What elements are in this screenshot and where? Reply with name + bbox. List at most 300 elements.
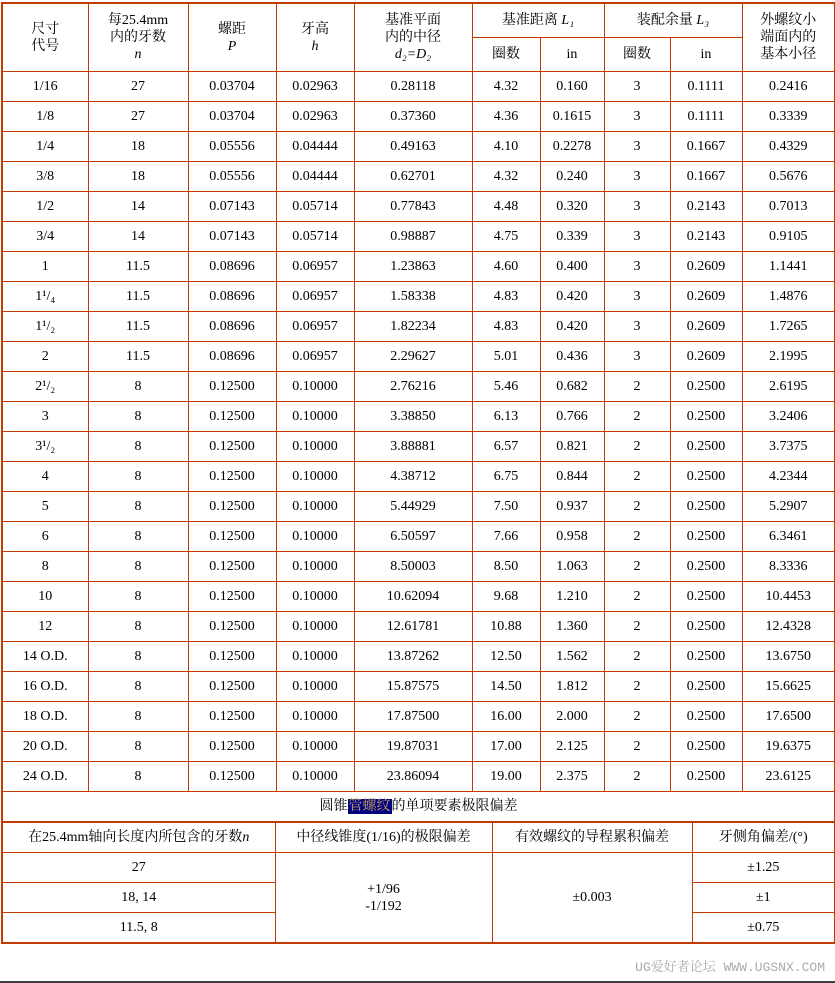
cell-threads-per-inch: 8	[88, 672, 188, 702]
table-row	[2, 72, 835, 102]
cell-l3-turns: 3	[604, 72, 670, 102]
cell-minor-diameter: 0.3339	[742, 102, 835, 132]
table-row	[2, 432, 835, 462]
cell-pitch: 0.12500	[188, 462, 276, 492]
cell-l3-inch: 0.2500	[670, 432, 742, 462]
cell-size-code: 1/16	[2, 72, 88, 102]
cell-minor-diameter: 0.2416	[742, 72, 835, 102]
cell-pitch: 0.07143	[188, 192, 276, 222]
cell-pitch: 0.12500	[188, 402, 276, 432]
cell-pitch-diameter: 19.87031	[354, 732, 472, 762]
cell-size-code: 16 O.D.	[2, 672, 88, 702]
cell-threads-per-inch: 18	[88, 162, 188, 192]
cell-l1-inch: 0.958	[540, 522, 604, 552]
cell-l1-inch: 0.682	[540, 372, 604, 402]
cell-pitch-diameter: 2.29627	[354, 342, 472, 372]
cell-minor-diameter: 3.7375	[742, 432, 835, 462]
cell-l3-turns: 3	[604, 312, 670, 342]
flank-angle-value: ±0.75	[692, 913, 835, 944]
cell-size-code: 12	[2, 612, 88, 642]
cell-size-code: 1¹/₄	[2, 282, 88, 312]
cell-thread-height: 0.10000	[276, 522, 354, 552]
cell-size-code: 1¹/₂	[2, 312, 88, 342]
cell-thread-height: 0.02963	[276, 72, 354, 102]
cell-pitch: 0.12500	[188, 672, 276, 702]
cell-thread-height: 0.10000	[276, 372, 354, 402]
main-table-header	[2, 3, 835, 72]
deviation-table	[1, 821, 835, 944]
cell-threads-per-inch: 14	[88, 222, 188, 252]
table-row	[2, 762, 835, 792]
cell-l3-inch: 0.2143	[670, 222, 742, 252]
cell-thread-height: 0.06957	[276, 252, 354, 282]
threads-count-value: 18, 14	[2, 883, 275, 913]
col-group-assembly-allowance: 装配余量 L₃	[604, 3, 742, 38]
cell-l1-turns: 14.50	[472, 672, 540, 702]
cell-l1-inch: 1.562	[540, 642, 604, 672]
cell-pitch: 0.08696	[188, 282, 276, 312]
cell-l3-inch: 0.2500	[670, 372, 742, 402]
cell-thread-height: 0.06957	[276, 342, 354, 372]
dev-col-lead: 有效螺纹的导程累积偏差	[492, 822, 692, 853]
npt-thread-table	[1, 2, 835, 823]
cell-l3-turns: 3	[604, 342, 670, 372]
cell-l3-inch: 0.2500	[670, 552, 742, 582]
cell-threads-per-inch: 8	[88, 462, 188, 492]
cell-threads-per-inch: 8	[88, 642, 188, 672]
cell-pitch: 0.12500	[188, 372, 276, 402]
cell-threads-per-inch: 8	[88, 552, 188, 582]
cell-minor-diameter: 12.4328	[742, 612, 835, 642]
table-row	[2, 102, 835, 132]
cell-threads-per-inch: 27	[88, 102, 188, 132]
table-row	[2, 672, 835, 702]
cell-pitch: 0.03704	[188, 72, 276, 102]
cell-pitch-diameter: 0.77843	[354, 192, 472, 222]
cell-l1-inch: 0.160	[540, 72, 604, 102]
cell-threads-per-inch: 8	[88, 762, 188, 792]
cell-pitch-diameter: 1.23863	[354, 252, 472, 282]
cell-pitch-diameter: 17.87500	[354, 702, 472, 732]
cell-l1-turns: 4.83	[472, 312, 540, 342]
cell-l1-turns: 7.66	[472, 522, 540, 552]
cell-minor-diameter: 13.6750	[742, 642, 835, 672]
table-row	[2, 462, 835, 492]
cell-l3-turns: 2	[604, 432, 670, 462]
cell-l3-turns: 3	[604, 222, 670, 252]
threads-count-value: 27	[2, 853, 275, 883]
cell-size-code: 6	[2, 522, 88, 552]
cell-l1-turns: 6.57	[472, 432, 540, 462]
cell-l3-inch: 0.1111	[670, 72, 742, 102]
cell-threads-per-inch: 8	[88, 522, 188, 552]
col-header-l1-turns: 圈数	[472, 38, 540, 72]
cell-thread-height: 0.10000	[276, 642, 354, 672]
search-highlight: 管螺纹	[348, 799, 391, 814]
cell-minor-diameter: 0.5676	[742, 162, 835, 192]
cell-l3-inch: 0.2500	[670, 702, 742, 732]
cell-threads-per-inch: 8	[88, 372, 188, 402]
cell-l3-turns: 2	[604, 402, 670, 432]
cell-thread-height: 0.10000	[276, 432, 354, 462]
dev-col-taper: 中径线锥度(1/16)的极限偏差	[275, 822, 492, 853]
cell-threads-per-inch: 11.5	[88, 342, 188, 372]
col-header-threads-per-inch: 每25.4mm 内的牙数 n	[88, 3, 188, 72]
cell-l1-turns: 6.75	[472, 462, 540, 492]
cell-threads-per-inch: 8	[88, 582, 188, 612]
cell-l3-turns: 3	[604, 282, 670, 312]
cell-l1-inch: 1.812	[540, 672, 604, 702]
cell-l1-turns: 5.01	[472, 342, 540, 372]
cell-l3-turns: 2	[604, 582, 670, 612]
cell-l1-inch: 1.063	[540, 552, 604, 582]
cell-size-code: 3	[2, 402, 88, 432]
cell-thread-height: 0.10000	[276, 762, 354, 792]
cell-pitch-diameter: 1.58338	[354, 282, 472, 312]
cell-l1-inch: 0.766	[540, 402, 604, 432]
cell-minor-diameter: 0.9105	[742, 222, 835, 252]
cell-size-code: 3/8	[2, 162, 88, 192]
table-row	[2, 642, 835, 672]
cell-size-code: 8	[2, 552, 88, 582]
cell-l3-inch: 0.2500	[670, 672, 742, 702]
cell-l1-inch: 0.339	[540, 222, 604, 252]
lead-deviation-value: ±0.003	[492, 853, 692, 944]
cell-pitch-diameter: 6.50597	[354, 522, 472, 552]
flank-angle-value: ±1	[692, 883, 835, 913]
cell-threads-per-inch: 11.5	[88, 282, 188, 312]
cell-l1-inch: 2.375	[540, 762, 604, 792]
cell-pitch-diameter: 4.38712	[354, 462, 472, 492]
col-header-l3-turns: 圈数	[604, 38, 670, 72]
cell-l1-inch: 0.844	[540, 462, 604, 492]
table-row	[2, 492, 835, 522]
cell-l3-turns: 3	[604, 162, 670, 192]
cell-size-code: 1/8	[2, 102, 88, 132]
cell-pitch-diameter: 0.37360	[354, 102, 472, 132]
cell-pitch-diameter: 1.82234	[354, 312, 472, 342]
cell-l3-turns: 2	[604, 492, 670, 522]
cell-pitch-diameter: 3.38850	[354, 402, 472, 432]
table-row	[2, 132, 835, 162]
col-header-l3-inch: in	[670, 38, 742, 72]
cell-l3-turns: 2	[604, 522, 670, 552]
cell-l3-turns: 2	[604, 462, 670, 492]
cell-thread-height: 0.04444	[276, 162, 354, 192]
cell-threads-per-inch: 8	[88, 432, 188, 462]
cell-thread-height: 0.10000	[276, 402, 354, 432]
cell-l1-inch: 0.420	[540, 312, 604, 342]
cell-pitch: 0.05556	[188, 132, 276, 162]
cell-l1-inch: 0.436	[540, 342, 604, 372]
cell-pitch-diameter: 13.87262	[354, 642, 472, 672]
cell-size-code: 3¹/₂	[2, 432, 88, 462]
section-title-post: 的单项要素极限偏差	[391, 799, 518, 814]
threads-count-value: 11.5, 8	[2, 913, 275, 944]
main-table-body	[2, 72, 835, 792]
col-header-pitch-diameter: 基准平面 内的中径 d₂=D₂	[354, 3, 472, 72]
col-header-minor-diameter: 外螺纹小 端面内的 基本小径	[742, 3, 835, 72]
cell-pitch-diameter: 0.62701	[354, 162, 472, 192]
cell-size-code: 4	[2, 462, 88, 492]
col-header-pitch: 螺距 P	[188, 3, 276, 72]
cell-l1-turns: 4.75	[472, 222, 540, 252]
cell-minor-diameter: 0.7013	[742, 192, 835, 222]
cell-pitch-diameter: 8.50003	[354, 552, 472, 582]
cell-l1-inch: 0.320	[540, 192, 604, 222]
cell-size-code: 10	[2, 582, 88, 612]
page-footer	[0, 956, 835, 983]
cell-threads-per-inch: 8	[88, 612, 188, 642]
col-group-gauge-distance: 基准距离 L₁	[472, 3, 604, 38]
cell-l3-inch: 0.1667	[670, 132, 742, 162]
dev-col-flank-angle: 牙侧角偏差/(°)	[692, 822, 835, 853]
cell-l3-inch: 0.2500	[670, 462, 742, 492]
cell-size-code: 1	[2, 252, 88, 282]
cell-minor-diameter: 1.4876	[742, 282, 835, 312]
cell-thread-height: 0.10000	[276, 612, 354, 642]
cell-l1-turns: 4.32	[472, 72, 540, 102]
table-row	[2, 853, 835, 883]
cell-l3-turns: 2	[604, 552, 670, 582]
cell-thread-height: 0.10000	[276, 672, 354, 702]
cell-thread-height: 0.06957	[276, 282, 354, 312]
cell-thread-height: 0.04444	[276, 132, 354, 162]
flank-angle-value: ±1.25	[692, 853, 835, 883]
cell-size-code: 3/4	[2, 222, 88, 252]
cell-threads-per-inch: 11.5	[88, 252, 188, 282]
cell-threads-per-inch: 11.5	[88, 312, 188, 342]
table-row	[2, 552, 835, 582]
dev-col-threads-count: 在25.4mm轴向长度内所包含的牙数n	[2, 822, 275, 853]
cell-l1-turns: 4.48	[472, 192, 540, 222]
cell-pitch-diameter: 0.49163	[354, 132, 472, 162]
cell-l3-turns: 3	[604, 132, 670, 162]
cell-l3-inch: 0.2609	[670, 342, 742, 372]
cell-pitch: 0.03704	[188, 102, 276, 132]
cell-minor-diameter: 23.6125	[742, 762, 835, 792]
cell-l3-turns: 2	[604, 642, 670, 672]
cell-l3-inch: 0.2500	[670, 582, 742, 612]
cell-pitch: 0.12500	[188, 582, 276, 612]
cell-pitch: 0.12500	[188, 612, 276, 642]
cell-l3-turns: 3	[604, 252, 670, 282]
cell-thread-height: 0.10000	[276, 702, 354, 732]
cell-minor-diameter: 6.3461	[742, 522, 835, 552]
cell-thread-height: 0.10000	[276, 582, 354, 612]
cell-minor-diameter: 19.6375	[742, 732, 835, 762]
cell-minor-diameter: 4.2344	[742, 462, 835, 492]
cell-l1-inch: 0.821	[540, 432, 604, 462]
cell-minor-diameter: 2.1995	[742, 342, 835, 372]
cell-l3-inch: 0.2609	[670, 282, 742, 312]
cell-l3-inch: 0.2500	[670, 612, 742, 642]
taper-deviation-value: +1/96 -1/192	[275, 853, 492, 944]
cell-thread-height: 0.10000	[276, 462, 354, 492]
col-header-thread-height: 牙高 h	[276, 3, 354, 72]
table-row	[2, 252, 835, 282]
cell-l1-turns: 8.50	[472, 552, 540, 582]
table-row	[2, 702, 835, 732]
cell-l3-inch: 0.2609	[670, 252, 742, 282]
table-row	[2, 282, 835, 312]
col-header-l1-inch: in	[540, 38, 604, 72]
cell-minor-diameter: 10.4453	[742, 582, 835, 612]
cell-l3-inch: 0.2500	[670, 492, 742, 522]
cell-pitch: 0.12500	[188, 522, 276, 552]
table-row	[2, 732, 835, 762]
cell-thread-height: 0.10000	[276, 552, 354, 582]
cell-pitch: 0.12500	[188, 762, 276, 792]
cell-threads-per-inch: 8	[88, 732, 188, 762]
table-row	[2, 402, 835, 432]
cell-pitch-diameter: 3.88881	[354, 432, 472, 462]
cell-l3-inch: 0.2500	[670, 402, 742, 432]
cell-l3-inch: 0.2500	[670, 732, 742, 762]
cell-pitch-diameter: 0.28118	[354, 72, 472, 102]
cell-minor-diameter: 0.4329	[742, 132, 835, 162]
cell-pitch: 0.08696	[188, 312, 276, 342]
cell-minor-diameter: 2.6195	[742, 372, 835, 402]
cell-l1-turns: 9.68	[472, 582, 540, 612]
cell-l1-turns: 6.13	[472, 402, 540, 432]
cell-pitch-diameter: 0.98887	[354, 222, 472, 252]
cell-l3-turns: 3	[604, 102, 670, 132]
cell-threads-per-inch: 27	[88, 72, 188, 102]
cell-l3-inch: 0.2500	[670, 522, 742, 552]
cell-pitch-diameter: 23.86094	[354, 762, 472, 792]
cell-pitch-diameter: 10.62094	[354, 582, 472, 612]
cell-l1-inch: 1.210	[540, 582, 604, 612]
cell-l1-turns: 5.46	[472, 372, 540, 402]
cell-threads-per-inch: 8	[88, 492, 188, 522]
cell-thread-height: 0.02963	[276, 102, 354, 132]
cell-threads-per-inch: 8	[88, 702, 188, 732]
cell-pitch: 0.12500	[188, 642, 276, 672]
cell-l3-turns: 2	[604, 762, 670, 792]
cell-threads-per-inch: 8	[88, 402, 188, 432]
table-row	[2, 192, 835, 222]
cell-size-code: 2	[2, 342, 88, 372]
cell-minor-diameter: 3.2406	[742, 402, 835, 432]
cell-l3-turns: 2	[604, 702, 670, 732]
cell-thread-height: 0.05714	[276, 222, 354, 252]
cell-size-code: 18 O.D.	[2, 702, 88, 732]
cell-l3-turns: 2	[604, 372, 670, 402]
watermark: UG爱好者论坛 WWW.UGSNX.COM	[635, 960, 825, 975]
cell-threads-per-inch: 18	[88, 132, 188, 162]
cell-l3-inch: 0.2500	[670, 642, 742, 672]
cell-l1-turns: 4.36	[472, 102, 540, 132]
cell-l3-turns: 2	[604, 732, 670, 762]
table-row	[2, 222, 835, 252]
cell-thread-height: 0.06957	[276, 312, 354, 342]
cell-pitch: 0.05556	[188, 162, 276, 192]
cell-size-code: 14 O.D.	[2, 642, 88, 672]
cell-minor-diameter: 1.7265	[742, 312, 835, 342]
cell-l3-inch: 0.2500	[670, 762, 742, 792]
table-row	[2, 372, 835, 402]
section-title	[2, 792, 835, 823]
cell-pitch: 0.12500	[188, 732, 276, 762]
cell-size-code: 24 O.D.	[2, 762, 88, 792]
cell-pitch: 0.08696	[188, 252, 276, 282]
table-row	[2, 342, 835, 372]
cell-l1-inch: 0.400	[540, 252, 604, 282]
cell-l1-turns: 19.00	[472, 762, 540, 792]
table-row	[2, 612, 835, 642]
cell-l1-turns: 10.88	[472, 612, 540, 642]
cell-l1-inch: 0.937	[540, 492, 604, 522]
cell-l1-turns: 4.10	[472, 132, 540, 162]
cell-thread-height: 0.05714	[276, 192, 354, 222]
cell-l1-inch: 0.420	[540, 282, 604, 312]
cell-l1-inch: 0.2278	[540, 132, 604, 162]
cell-l3-turns: 3	[604, 192, 670, 222]
cell-pitch-diameter: 12.61781	[354, 612, 472, 642]
cell-pitch: 0.08696	[188, 342, 276, 372]
cell-size-code: 2¹/₂	[2, 372, 88, 402]
cell-l3-turns: 2	[604, 612, 670, 642]
section-banner	[2, 792, 835, 823]
cell-pitch: 0.12500	[188, 702, 276, 732]
cell-size-code: 20 O.D.	[2, 732, 88, 762]
cell-pitch: 0.12500	[188, 432, 276, 462]
deviation-table-header	[2, 822, 835, 853]
cell-l1-turns: 4.83	[472, 282, 540, 312]
cell-minor-diameter: 1.1441	[742, 252, 835, 282]
table-row	[2, 582, 835, 612]
col-header-size-code: 尺寸 代号	[2, 3, 88, 72]
cell-l3-inch: 0.1667	[670, 162, 742, 192]
cell-l1-inch: 2.125	[540, 732, 604, 762]
cell-l3-inch: 0.1111	[670, 102, 742, 132]
table-row	[2, 522, 835, 552]
cell-minor-diameter: 15.6625	[742, 672, 835, 702]
cell-threads-per-inch: 14	[88, 192, 188, 222]
cell-l1-turns: 4.32	[472, 162, 540, 192]
cell-size-code: 1/2	[2, 192, 88, 222]
cell-size-code: 1/4	[2, 132, 88, 162]
cell-l3-inch: 0.2143	[670, 192, 742, 222]
cell-l3-inch: 0.2609	[670, 312, 742, 342]
cell-minor-diameter: 8.3336	[742, 552, 835, 582]
cell-l1-turns: 16.00	[472, 702, 540, 732]
cell-thread-height: 0.10000	[276, 492, 354, 522]
cell-pitch-diameter: 15.87575	[354, 672, 472, 702]
cell-l1-turns: 4.60	[472, 252, 540, 282]
cell-pitch: 0.07143	[188, 222, 276, 252]
table-row	[2, 162, 835, 192]
cell-l1-inch: 2.000	[540, 702, 604, 732]
cell-pitch: 0.12500	[188, 552, 276, 582]
cell-l1-turns: 7.50	[472, 492, 540, 522]
cell-minor-diameter: 5.2907	[742, 492, 835, 522]
cell-thread-height: 0.10000	[276, 732, 354, 762]
table-area	[1, 2, 834, 944]
table-row	[2, 312, 835, 342]
cell-size-code: 5	[2, 492, 88, 522]
section-title-pre: 圆锥	[319, 799, 348, 814]
cell-l1-turns: 17.00	[472, 732, 540, 762]
cell-l3-turns: 2	[604, 672, 670, 702]
cell-l1-turns: 12.50	[472, 642, 540, 672]
cell-l1-inch: 0.240	[540, 162, 604, 192]
cell-pitch: 0.12500	[188, 492, 276, 522]
cell-l1-inch: 1.360	[540, 612, 604, 642]
cell-l1-inch: 0.1615	[540, 102, 604, 132]
cell-pitch-diameter: 2.76216	[354, 372, 472, 402]
